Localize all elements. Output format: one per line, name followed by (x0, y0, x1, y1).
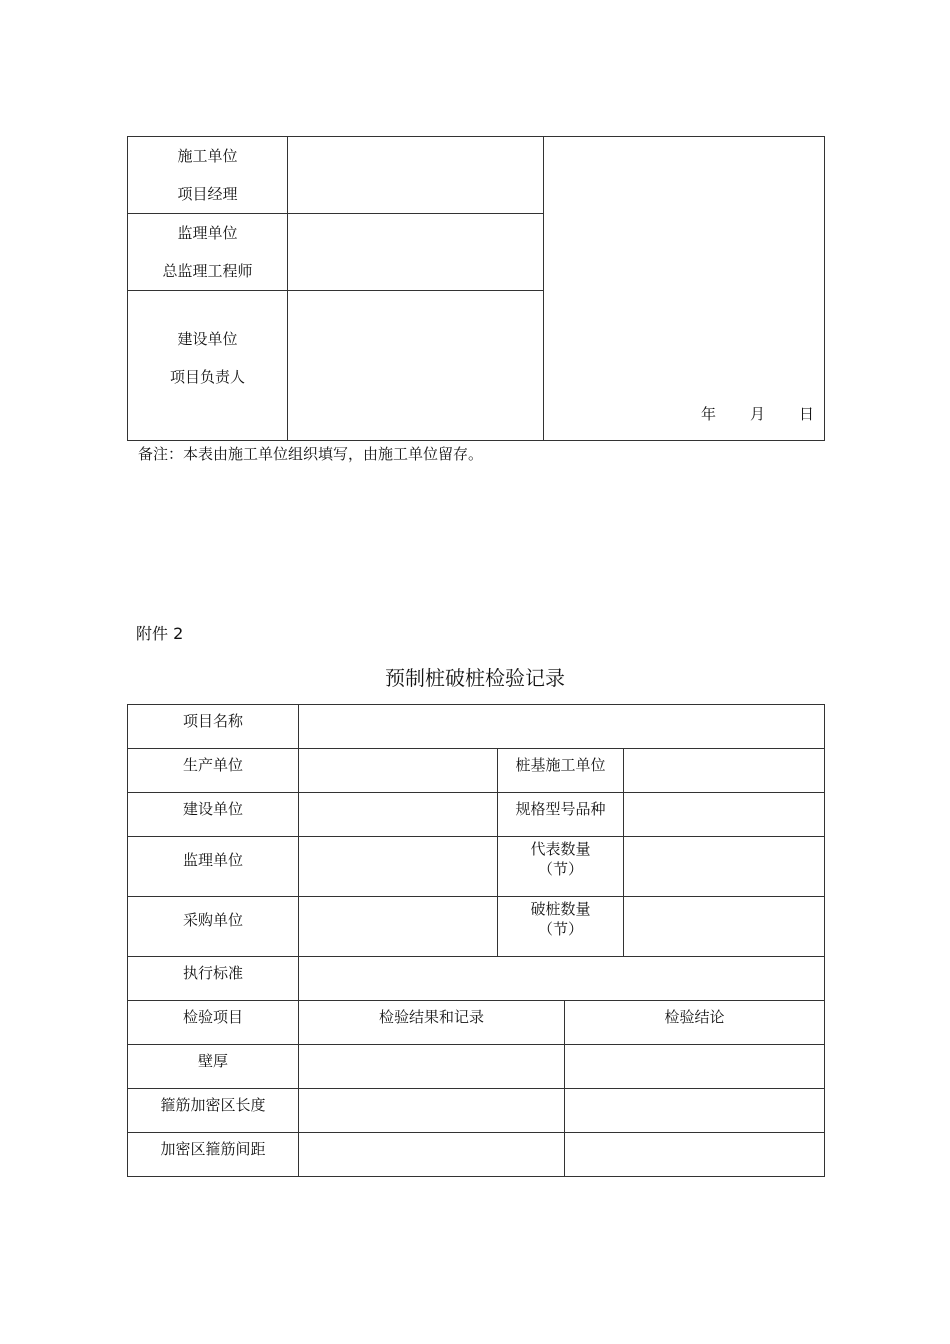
broken-qty-field[interactable] (624, 897, 825, 957)
standard-label: 执行标准 (128, 957, 299, 1001)
producer-field[interactable] (299, 749, 498, 793)
attachment-label: 附件 2 (136, 624, 184, 643)
year-label: 年 (700, 405, 716, 423)
purchaser-field[interactable] (299, 897, 498, 957)
header-result: 检验结果和记录 (299, 1001, 565, 1045)
project-name-field[interactable] (299, 705, 825, 749)
project-name-label: 项目名称 (128, 705, 299, 749)
record-title: 预制桩破桩检验记录 (385, 666, 565, 690)
header-conclusion: 检验结论 (565, 1001, 825, 1045)
chief-supervisor-text: 总监理工程师 (162, 262, 253, 280)
rep-qty-field[interactable] (624, 837, 825, 897)
item-stirrup-zone-length-conclusion[interactable] (565, 1089, 825, 1133)
item-stirrup-spacing-result[interactable] (299, 1133, 565, 1177)
inspection-record-table (127, 704, 825, 1177)
pile-contractor-field[interactable] (624, 749, 825, 793)
item-wall-thickness-result[interactable] (299, 1045, 565, 1089)
supervisor-field[interactable] (299, 837, 498, 897)
broken-qty-label: 破桩数量 （节） (498, 897, 624, 957)
item-wall-thickness-conclusion[interactable] (565, 1045, 825, 1089)
supervision-unit-text: 监理单位 (177, 224, 238, 242)
project-leader-text: 项目负责人 (169, 368, 245, 386)
supervisor-label: 监理单位 (128, 837, 299, 897)
supervision-unit-sign-field[interactable] (288, 214, 544, 291)
rep-qty-label: 代表数量 （节） (498, 837, 624, 897)
construction-unit-text: 施工单位 (177, 147, 238, 165)
item-stirrup-spacing: 加密区箍筋间距 (128, 1133, 299, 1177)
date-row (701, 403, 814, 424)
table-note: 备注：本表由施工单位组织填写，由施工单位留存。 (138, 445, 484, 463)
spec-label: 规格型号品种 (498, 793, 624, 837)
spec-field[interactable] (624, 793, 825, 837)
day-label: 日 (798, 405, 814, 423)
construction-unit-label (128, 137, 288, 214)
supervision-unit-label (128, 214, 288, 291)
header-item: 检验项目 (128, 1001, 299, 1045)
month-label: 月 (749, 405, 765, 423)
standard-field[interactable] (299, 957, 825, 1001)
owner-unit-text: 建设单位 (177, 330, 238, 348)
project-manager-text: 项目经理 (177, 185, 238, 203)
item-wall-thickness: 壁厚 (128, 1045, 299, 1089)
item-stirrup-zone-length: 箍筋加密区长度 (128, 1089, 299, 1133)
purchaser-label: 采购单位 (128, 897, 299, 957)
signature-table (127, 136, 825, 441)
item-stirrup-spacing-conclusion[interactable] (565, 1133, 825, 1177)
producer-label: 生产单位 (128, 749, 299, 793)
owner-unit-sign-field[interactable] (288, 291, 544, 441)
pile-contractor-label: 桩基施工单位 (498, 749, 624, 793)
builder-label: 建设单位 (128, 793, 299, 837)
owner-unit-label (128, 291, 288, 441)
seal-date-cell[interactable] (544, 137, 825, 441)
item-stirrup-zone-length-result[interactable] (299, 1089, 565, 1133)
construction-unit-sign-field[interactable] (288, 137, 544, 214)
builder-field[interactable] (299, 793, 498, 837)
